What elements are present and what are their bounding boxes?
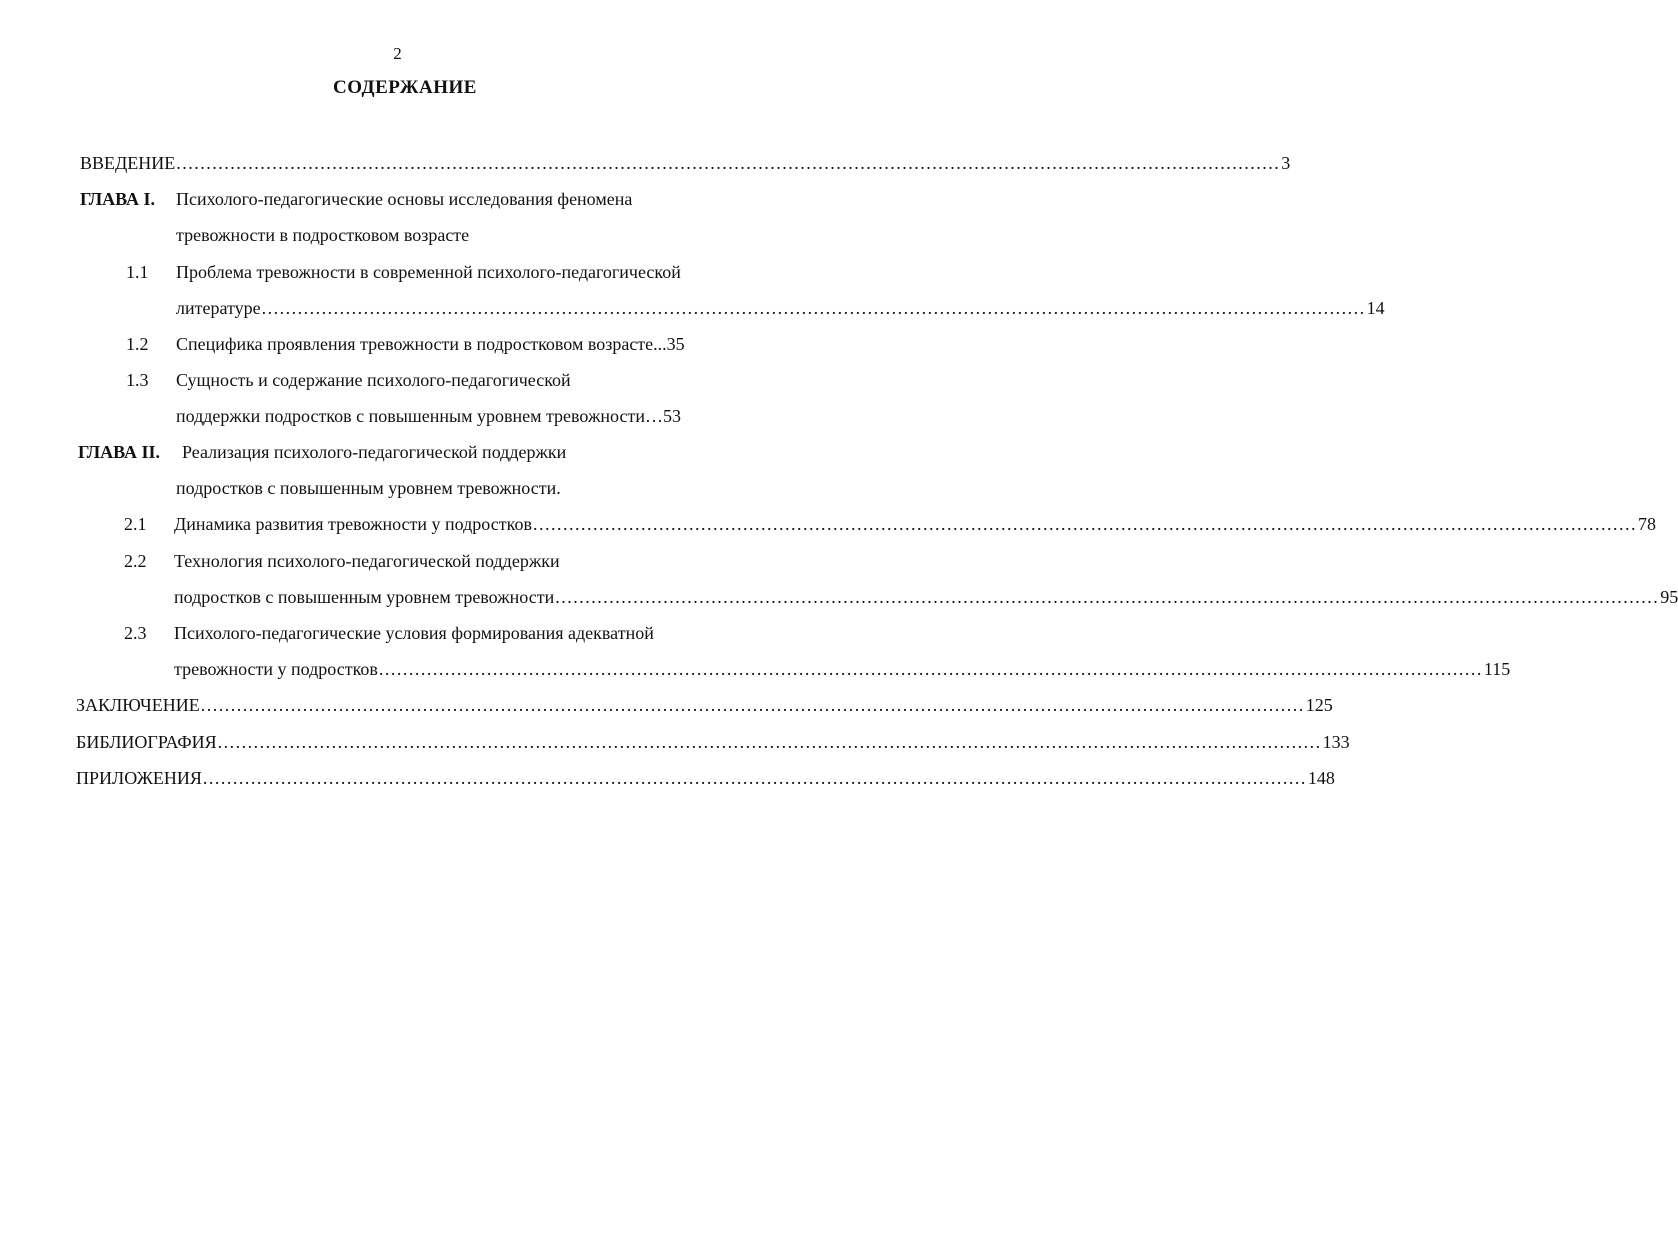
chapter-1-label: ГЛАВА I.: [80, 189, 156, 209]
toc-entry-page: 115: [1483, 659, 1511, 679]
dot-leader: ........................................................................................................................................................................................: [217, 732, 1322, 752]
dot-leader: ........................................................................................................................................................................................: [202, 768, 1307, 788]
section-2-3-title-line1[interactable]: Психолого-педагогические условия формирования адекватной: [174, 623, 654, 643]
toc-entry-appendices[interactable]: [76, 767, 1335, 789]
chapter-2-title-line1[interactable]: Реализация психолого-педагогической поддержки: [182, 442, 567, 462]
toc-entry-section-2-3[interactable]: [174, 658, 1511, 680]
toc-entry-page: 125: [1305, 695, 1333, 715]
dot-leader: ........................................................................................................................................................................................: [176, 153, 1281, 173]
toc-entry-section-1-2[interactable]: Специфика проявления тревожности в подростковом возрасте...35: [176, 334, 685, 354]
toc-entry-page: 14: [1366, 298, 1385, 318]
toc-entry-page: 3: [1281, 153, 1291, 173]
toc-entry-label: БИБЛИОГРАФИЯ: [76, 732, 217, 752]
toc-entry-label: ПРИЛОЖЕНИЯ: [76, 768, 202, 788]
chapter-1-title-line1[interactable]: Психолого-педагогические основы исследования феномена: [176, 189, 633, 209]
toc-entry-page: 148: [1307, 768, 1335, 788]
chapter-2-title-line2[interactable]: подростков с повышенным уровнем тревожности.: [176, 478, 561, 498]
dot-leader: ........................................................................................................................................................................................: [532, 514, 1637, 534]
toc-entry-label: Динамика развития тревожности у подростков: [174, 514, 532, 534]
section-1-1-title-line1[interactable]: Проблема тревожности в современной психолого-педагогической: [176, 262, 681, 282]
toc-entry-section-2-2[interactable]: [174, 586, 1678, 608]
section-1-3-title-line1[interactable]: Сущность и содержание психолого-педагогической: [176, 370, 571, 390]
chapter-2-label: ГЛАВА II.: [78, 442, 161, 462]
toc-entry-section-1-3[interactable]: поддержки подростков с повышенным уровнем тревожности…53: [176, 406, 681, 426]
section-number-1-2: 1.2: [126, 334, 149, 354]
section-number-1-3: 1.3: [126, 370, 149, 390]
section-number-1-1: 1.1: [126, 262, 149, 282]
toc-entry-page: 78: [1637, 514, 1656, 534]
toc-entry-label: подростков с повышенным уровнем тревожности: [174, 587, 555, 607]
toc-entry-conclusion[interactable]: [76, 694, 1333, 716]
toc-entry-section-2-1[interactable]: [174, 513, 1656, 535]
toc-entry-page: 133: [1322, 732, 1350, 752]
page-title: СОДЕРЖАНИЕ: [333, 77, 477, 98]
dot-leader: ........................................................................................................................................................................................: [378, 659, 1483, 679]
toc-entry-label: ВВЕДЕНИЕ: [80, 153, 176, 173]
dot-leader: ........................................................................................................................................................................................: [261, 298, 1366, 318]
toc-entry-introduction[interactable]: [80, 152, 1291, 174]
dot-leader: ........................................................................................................................................................................................: [200, 695, 1305, 715]
toc-entry-section-1-1[interactable]: [176, 297, 1385, 319]
chapter-1-title-line2[interactable]: тревожности в подростковом возрасте: [176, 225, 470, 245]
toc-entry-label: ЗАКЛЮЧЕНИЕ: [76, 695, 200, 715]
toc-entry-page: 95: [1660, 587, 1678, 607]
toc-entry-label: тревожности у подростков: [174, 659, 378, 679]
toc-entry-label: литературе: [176, 298, 261, 318]
page-number: 2: [393, 44, 402, 63]
section-number-2-2: 2.2: [124, 551, 147, 571]
section-number-2-1: 2.1: [124, 514, 147, 534]
dot-leader: ........................................................................................................................................................................................: [555, 587, 1660, 607]
section-number-2-3: 2.3: [124, 623, 147, 643]
section-2-2-title-line1[interactable]: Технология психолого-педагогической поддержки: [174, 551, 560, 571]
toc-entry-bibliography[interactable]: [76, 731, 1350, 753]
